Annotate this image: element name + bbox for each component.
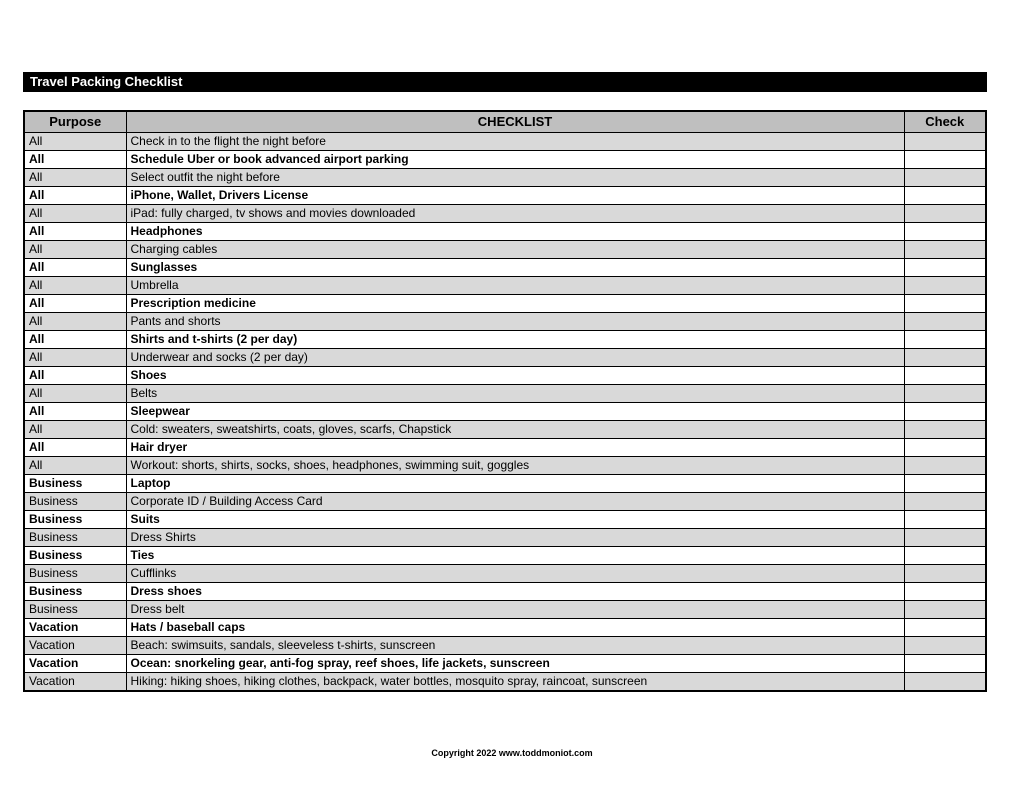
checklist-cell: Workout: shorts, shirts, socks, shoes, headphones, swimming suit, goggles bbox=[126, 456, 904, 474]
table-row bbox=[24, 474, 986, 492]
purpose-cell: Business bbox=[24, 510, 126, 528]
check-cell bbox=[904, 276, 986, 294]
checklist-table-body bbox=[24, 132, 986, 691]
purpose-cell: All bbox=[24, 240, 126, 258]
table-row bbox=[24, 330, 986, 348]
table-row bbox=[24, 204, 986, 222]
checklist-cell: Check in to the flight the night before bbox=[126, 132, 904, 150]
table-row bbox=[24, 240, 986, 258]
checklist-cell: Shoes bbox=[126, 366, 904, 384]
check-cell bbox=[904, 618, 986, 636]
checklist-cell: Ties bbox=[126, 546, 904, 564]
table-row bbox=[24, 366, 986, 384]
copyright-text: Copyright 2022 www.toddmoniot.com bbox=[431, 748, 593, 758]
purpose-cell: Business bbox=[24, 582, 126, 600]
check-cell bbox=[904, 654, 986, 672]
table-row bbox=[24, 654, 986, 672]
purpose-cell: All bbox=[24, 384, 126, 402]
checklist-cell: iPhone, Wallet, Drivers License bbox=[126, 186, 904, 204]
check-cell bbox=[904, 564, 986, 582]
table-row bbox=[24, 420, 986, 438]
table-row bbox=[24, 222, 986, 240]
check-cell bbox=[904, 330, 986, 348]
purpose-cell: Vacation bbox=[24, 636, 126, 654]
purpose-cell: Business bbox=[24, 600, 126, 618]
checklist-cell: Belts bbox=[126, 384, 904, 402]
check-cell bbox=[904, 456, 986, 474]
column-header-check: Check bbox=[904, 111, 986, 132]
check-cell bbox=[904, 132, 986, 150]
table-row bbox=[24, 438, 986, 456]
purpose-cell: All bbox=[24, 276, 126, 294]
checklist-cell: Pants and shorts bbox=[126, 312, 904, 330]
check-cell bbox=[904, 474, 986, 492]
purpose-cell: Business bbox=[24, 564, 126, 582]
table-row bbox=[24, 168, 986, 186]
checklist-cell: iPad: fully charged, tv shows and movies downloaded bbox=[126, 204, 904, 222]
purpose-cell: All bbox=[24, 150, 126, 168]
table-row bbox=[24, 150, 986, 168]
purpose-cell: Business bbox=[24, 528, 126, 546]
checklist-cell: Headphones bbox=[126, 222, 904, 240]
check-cell bbox=[904, 150, 986, 168]
check-cell bbox=[904, 240, 986, 258]
purpose-cell: Business bbox=[24, 546, 126, 564]
check-cell bbox=[904, 420, 986, 438]
purpose-cell: All bbox=[24, 348, 126, 366]
checklist-cell: Underwear and socks (2 per day) bbox=[126, 348, 904, 366]
checklist-cell: Cufflinks bbox=[126, 564, 904, 582]
check-cell bbox=[904, 366, 986, 384]
check-cell bbox=[904, 492, 986, 510]
purpose-cell: All bbox=[24, 438, 126, 456]
purpose-cell: Vacation bbox=[24, 618, 126, 636]
table-row bbox=[24, 492, 986, 510]
check-cell bbox=[904, 186, 986, 204]
purpose-cell: All bbox=[24, 132, 126, 150]
table-row bbox=[24, 276, 986, 294]
check-cell bbox=[904, 222, 986, 240]
purpose-cell: All bbox=[24, 222, 126, 240]
checklist-cell: Umbrella bbox=[126, 276, 904, 294]
purpose-cell: All bbox=[24, 168, 126, 186]
check-cell bbox=[904, 510, 986, 528]
table-row bbox=[24, 582, 986, 600]
table-row bbox=[24, 564, 986, 582]
checklist-cell: Sleepwear bbox=[126, 402, 904, 420]
checklist-cell: Hiking: hiking shoes, hiking clothes, backpack, water bottles, mosquito spray, raincoat, sunscreen bbox=[126, 672, 904, 691]
column-header-checklist: CHECKLIST bbox=[126, 111, 904, 132]
check-cell bbox=[904, 258, 986, 276]
check-cell bbox=[904, 348, 986, 366]
checklist-cell: Sunglasses bbox=[126, 258, 904, 276]
check-cell bbox=[904, 546, 986, 564]
checklist-cell: Hats / baseball caps bbox=[126, 618, 904, 636]
checklist-cell: Hair dryer bbox=[126, 438, 904, 456]
table-row bbox=[24, 510, 986, 528]
check-cell bbox=[904, 384, 986, 402]
purpose-cell: Vacation bbox=[24, 672, 126, 691]
checklist-cell: Beach: swimsuits, sandals, sleeveless t-shirts, sunscreen bbox=[126, 636, 904, 654]
checklist-cell: Dress shoes bbox=[126, 582, 904, 600]
checklist-cell: Charging cables bbox=[126, 240, 904, 258]
checklist-cell: Dress Shirts bbox=[126, 528, 904, 546]
table-row bbox=[24, 636, 986, 654]
purpose-cell: All bbox=[24, 420, 126, 438]
check-cell bbox=[904, 402, 986, 420]
check-cell bbox=[904, 168, 986, 186]
checklist-cell: Corporate ID / Building Access Card bbox=[126, 492, 904, 510]
purpose-cell: All bbox=[24, 258, 126, 276]
check-cell bbox=[904, 636, 986, 654]
table-row bbox=[24, 312, 986, 330]
table-row bbox=[24, 348, 986, 366]
purpose-cell: All bbox=[24, 186, 126, 204]
table-row bbox=[24, 600, 986, 618]
table-row bbox=[24, 186, 986, 204]
purpose-cell: All bbox=[24, 330, 126, 348]
check-cell bbox=[904, 204, 986, 222]
checklist-cell: Dress belt bbox=[126, 600, 904, 618]
table-row bbox=[24, 672, 986, 691]
table-row bbox=[24, 528, 986, 546]
checklist-cell: Schedule Uber or book advanced airport parking bbox=[126, 150, 904, 168]
table-row bbox=[24, 456, 986, 474]
checklist-cell: Cold: sweaters, sweatshirts, coats, gloves, scarfs, Chapstick bbox=[126, 420, 904, 438]
purpose-cell: All bbox=[24, 312, 126, 330]
table-row bbox=[24, 258, 986, 276]
checklist-cell: Ocean: snorkeling gear, anti-fog spray, reef shoes, life jackets, sunscreen bbox=[126, 654, 904, 672]
checklist-table bbox=[23, 110, 987, 692]
check-cell bbox=[904, 600, 986, 618]
header-row bbox=[24, 111, 986, 132]
purpose-cell: All bbox=[24, 204, 126, 222]
checklist-cell: Shirts and t-shirts (2 per day) bbox=[126, 330, 904, 348]
purpose-cell: All bbox=[24, 366, 126, 384]
purpose-cell: All bbox=[24, 402, 126, 420]
purpose-cell: All bbox=[24, 294, 126, 312]
table-row bbox=[24, 618, 986, 636]
purpose-cell: Vacation bbox=[24, 654, 126, 672]
check-cell bbox=[904, 582, 986, 600]
table-row bbox=[24, 294, 986, 312]
check-cell bbox=[904, 294, 986, 312]
column-header-purpose: Purpose bbox=[24, 111, 126, 132]
table-row bbox=[24, 384, 986, 402]
purpose-cell: Business bbox=[24, 474, 126, 492]
check-cell bbox=[904, 528, 986, 546]
table-row bbox=[24, 546, 986, 564]
page-title: Travel Packing Checklist bbox=[23, 72, 987, 92]
table-row bbox=[24, 132, 986, 150]
table-row bbox=[24, 402, 986, 420]
purpose-cell: All bbox=[24, 456, 126, 474]
checklist-cell: Select outfit the night before bbox=[126, 168, 904, 186]
purpose-cell: Business bbox=[24, 492, 126, 510]
checklist-cell: Suits bbox=[126, 510, 904, 528]
check-cell bbox=[904, 438, 986, 456]
check-cell bbox=[904, 672, 986, 691]
checklist-cell: Laptop bbox=[126, 474, 904, 492]
check-cell bbox=[904, 312, 986, 330]
checklist-cell: Prescription medicine bbox=[126, 294, 904, 312]
